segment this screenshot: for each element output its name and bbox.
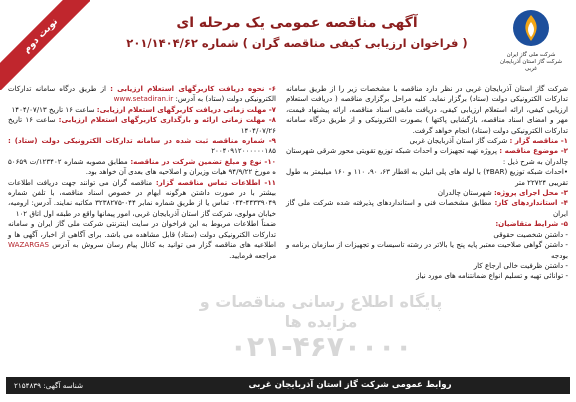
section-download-deadline: ۷- مهلت زمانی دریافت کاربرگهای استعلام ارزیابی: ساعت ۱۶ تاریخ ۱۴۰۴/۰۷/۱۳ — [11, 104, 276, 114]
section-tenderer: ۱- مناقصه گزار : شرکت گاز استان آذربایجان غربی — [409, 136, 568, 146]
setad-website-link[interactable]: www.setadiran.ir — [113, 94, 174, 104]
page-title: آگهی مناقصه عمومی یک مرحله ای — [176, 15, 418, 31]
requirement-item: - توانائی تهیه و تسلیم انواع ضمانتنامه های مورد نیاز — [416, 271, 568, 281]
section-guarantee: ۱۰- نوع و مبلغ تضمین شرکت در مناقصه: مطابق مصوبه شماره ۱۲۳۴۰۲/ت ۵۰۶۵۹ ه مورخ ۹۴/۹/۲۲ هیات وزیران و اصلاحیه های بعدی آن خواهد بود. — [8, 156, 276, 177]
section-channel-note: ضمناً اطلاعات مربوط به این فراخوان در سایت اینترنتی شرکت ملی گاز ایران و سامانه تدارکات الکترونیکی دولت (ستاد) قابل مشاهده می باشد. برای آگاهی از اخبار، آگهی ها و اطلاعیه های مناقصه گزار می توانید به کانال پیام رسان سروش به آدرس WAZARGAS مراجعه فرمایید. — [8, 219, 276, 260]
section-requirements: ۵- شرایط متقاضیان: — [495, 219, 568, 229]
gas-company-logo-icon — [511, 8, 551, 48]
requirement-item: - داشتن ظرفیت خالی ارجاع کار — [473, 260, 568, 270]
corner-ribbon — [0, 0, 90, 90]
watermark-phone: ۰۲۱-۴۶۷۰۰۰۰ — [229, 330, 413, 363]
requirement-item: - داشتن شخصیت حقوقی — [493, 229, 568, 239]
requirement-item: - داشتن گواهی صلاحیت معتبر پایه پنج یا بالاتر در رشته تاسیسات و تجهیزات از سازمان برنامه و بودجه — [286, 240, 568, 260]
section-standards: ۴- استانداردهای کار: مطابق مشخصات فنی و استانداردهای پذیرفته شده شرکت ملی گاز ایران — [286, 198, 568, 218]
section-tender-number: ۹- شماره مناقصه ثبت شده در سامانه تدارکات الکترونیکی دولت (ستاد) : ۲۰۰۴۰۹۱۲۰۰۰۰۰۰۱۸۵ — [8, 136, 276, 156]
section-subject: ۲- موضوع مناقصه : پروژه تهیه تجهیزات و احداث شبکه توزیع تقویتی محور شرقی شهرستان چالدران به شرح ذیل : — [286, 146, 568, 166]
channel-handle[interactable]: WAZARGAS — [8, 240, 49, 250]
subject-item: •احداث شبکه توزیع (۴BAR) با لوله های پلی اتیلن به اقطار ۶۳، ۹۰، ۱۱۰ و ۱۶۰ میلیمتر به طول تقریبی ۲۲۷۲۴ متر — [286, 167, 569, 187]
ribbon-label: نوبت دوم — [0, 0, 90, 90]
company-logo — [494, 8, 568, 73]
headline — [110, 14, 484, 51]
section-location: ۳- محل اجرای پروژه: شهرستان چالدران — [437, 188, 568, 198]
page-subtitle: ( فراخوان ارزیابی کیفی مناقصه گران ) شماره ۲۰۱/۱۴۰۴/۶۲ — [126, 36, 468, 50]
footer-bar — [6, 377, 570, 394]
watermark-text: پایگاه اطلاع رسانی مناقصات و مزایده ها — [199, 292, 443, 331]
watermark — [196, 292, 446, 362]
right-column — [286, 84, 568, 282]
ad-id: شناسه آگهی: ۲۱۵۴۸۳۹ — [14, 381, 84, 390]
section-contact: ۱۱- اطلاعات تماس مناقصه گزار: مناقصه گران می توانند جهت دریافت اطلاعات بیشتر با در صورت داشتن هرگونه ابهام در خصوص اسناد مناقصه، با تلفن شماره ۴۴۳۳۹۰۴۹-۰۴۴ تماس یا از طریق شماره نمابر ۰۴۴-۳۲۳۸۲۷۵ مکاتبه نمایند. آدرس: ارومیه، خیابان مولوی، شرکت گاز استان آذربایجان غربی، امور پیمانها واقع در طبقه اول اتاق ۱۰۲ — [8, 177, 277, 218]
intro-paragraph: شرکت گاز استان آذربایجان غربی در نظر دارد مناقصه با مشخصات زیر را از طریق سامانه تدارکات الکترونیکی دولت (ستاد) برگزار نماید. کلیه مراحل برگزاری مناقصه ( دریافت استعلام ارزیابی کیفی، ارائه استعلام ارزیابی کیفی، دریافت مابقی اسناد مناقصه، ارائه پیشنهاد قیمت، مهر و امضای اسناد مناقصه، بازگشایی پاکتها ) بصورت الکترونیکی و از طریق درگاه سامانه تدارکات الکترونیکی دولت (ستاد) انجام خواهد گرفت. — [286, 84, 568, 135]
section-submission-deadline: ۸- مهلت زمانی ارائه و بارگذاری کاربرگهای استعلام ارزیابی: ساعت ۱۶ تاریخ ۱۴۰۴/۰۷/۲۶ — [8, 115, 277, 135]
footer-organization: روابط عمومی شرکت گاز استان آذربایجان غربی — [248, 380, 452, 390]
section-form-download: ۶- نحوه دریافت کاربرگهای استعلام ارزیابی : از طریق درگاه سامانه تدارکات الکترونیکی دولت (ستاد) به آدرس: www.setadiran.ir — [8, 84, 276, 104]
logo-caption-1: شرکت ملی گاز ایران — [506, 52, 556, 58]
left-column — [8, 84, 276, 261]
logo-caption-2: شرکت گاز استان آذربایجان غربی — [499, 59, 562, 72]
